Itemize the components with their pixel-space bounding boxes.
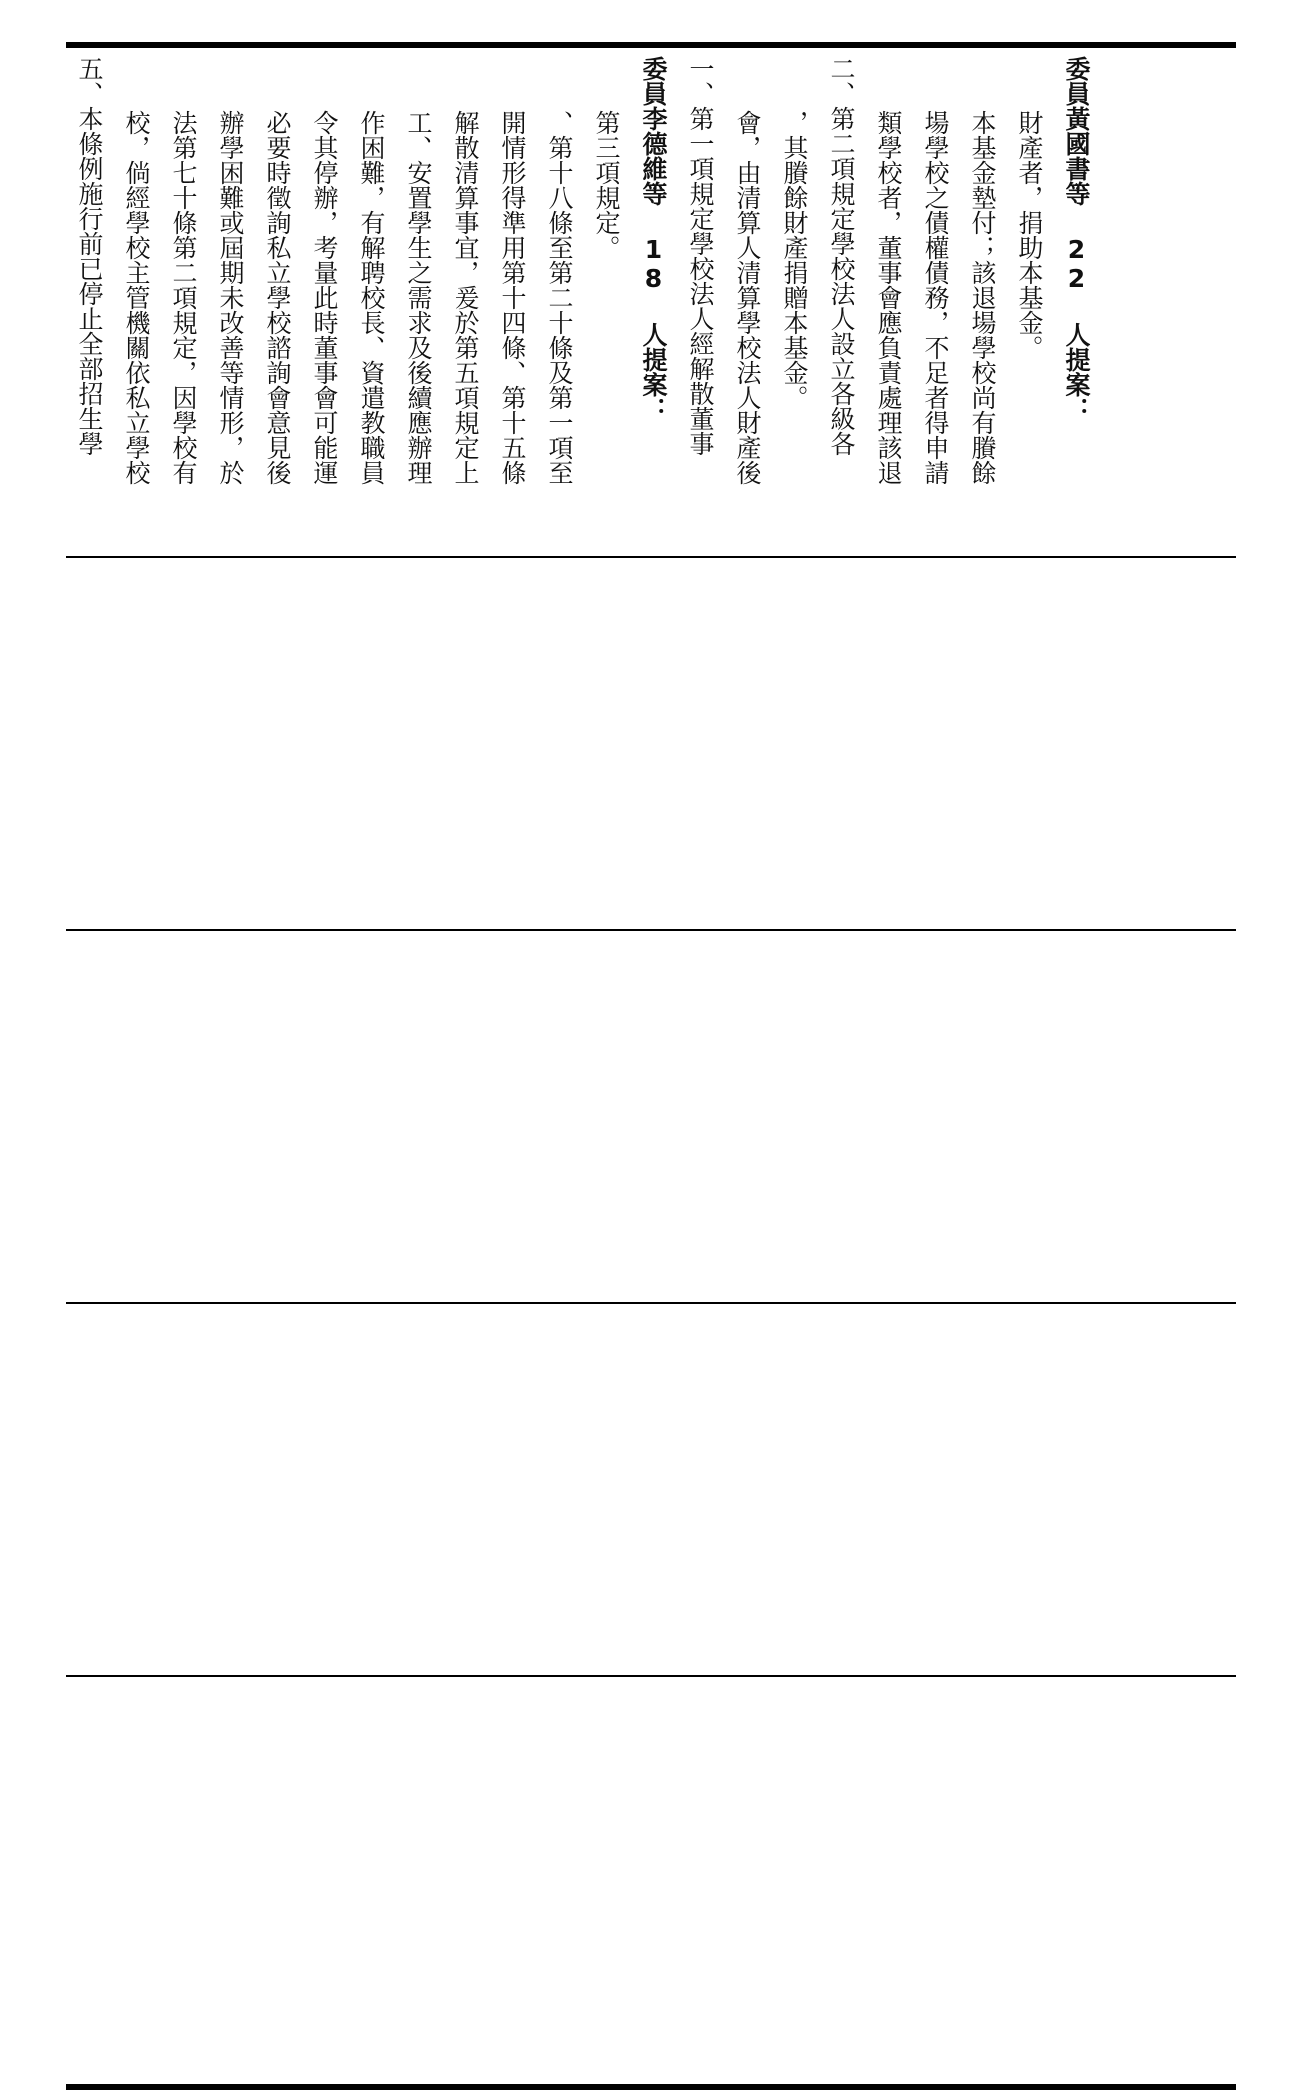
text-column: 令其停辦，考量此時董事會可能運 [310,110,339,485]
text-column: 類學校者，董事會應負責處理該退 [874,110,903,485]
text-column: 第三項規定。 [592,110,621,260]
empty-section [66,558,1236,929]
proposer-heading: 委員黃國書等 22 人提案： [1062,56,1091,422]
text-column: 一、第一項規定學校法人經解散董事 [686,56,715,456]
explanation-text-block [66,56,1236,550]
empty-section [66,1304,1236,1675]
proposer-heading: 委員李德維等 18 人提案： [639,56,668,422]
text-column: 場學校之債權債務，不足者得申請 [921,110,950,485]
text-column: 必要時徵詢私立學校諮詢會意見後 [263,110,292,485]
empty-section [66,931,1236,1302]
empty-section [66,1677,1236,2082]
text-column: ，其賸餘財產捐贈本基金。 [780,110,809,410]
top-rule [66,42,1236,48]
text-column: 校，倘經學校主管機關依私立學校 [122,110,151,485]
text-column: 解散清算事宜，爰於第五項規定上 [451,110,480,485]
text-column: 法第七十條第二項規定，因學校有 [169,110,198,485]
text-column: 開情形得準用第十四條、第十五條 [498,110,527,485]
text-column: 本基金墊付；該退場學校尚有賸餘 [968,110,997,485]
text-column: 會，由清算人清算學校法人財產後 [733,110,762,485]
text-column: 辦學困難或屆期未改善等情形，於 [216,110,245,485]
text-column: 作困難，有解聘校長、資遣教職員 [357,110,386,485]
text-column: 、第十八條至第二十條及第一項至 [545,110,574,485]
text-column: 五、本條例施行前已停止全部招生學 [75,56,104,456]
bottom-rule [66,2084,1236,2090]
text-column: 工、安置學生之需求及後續應辦理 [404,110,433,485]
text-column: 財產者，捐助本基金。 [1015,110,1044,360]
text-column: 二、第二項規定學校法人設立各級各 [827,56,856,456]
